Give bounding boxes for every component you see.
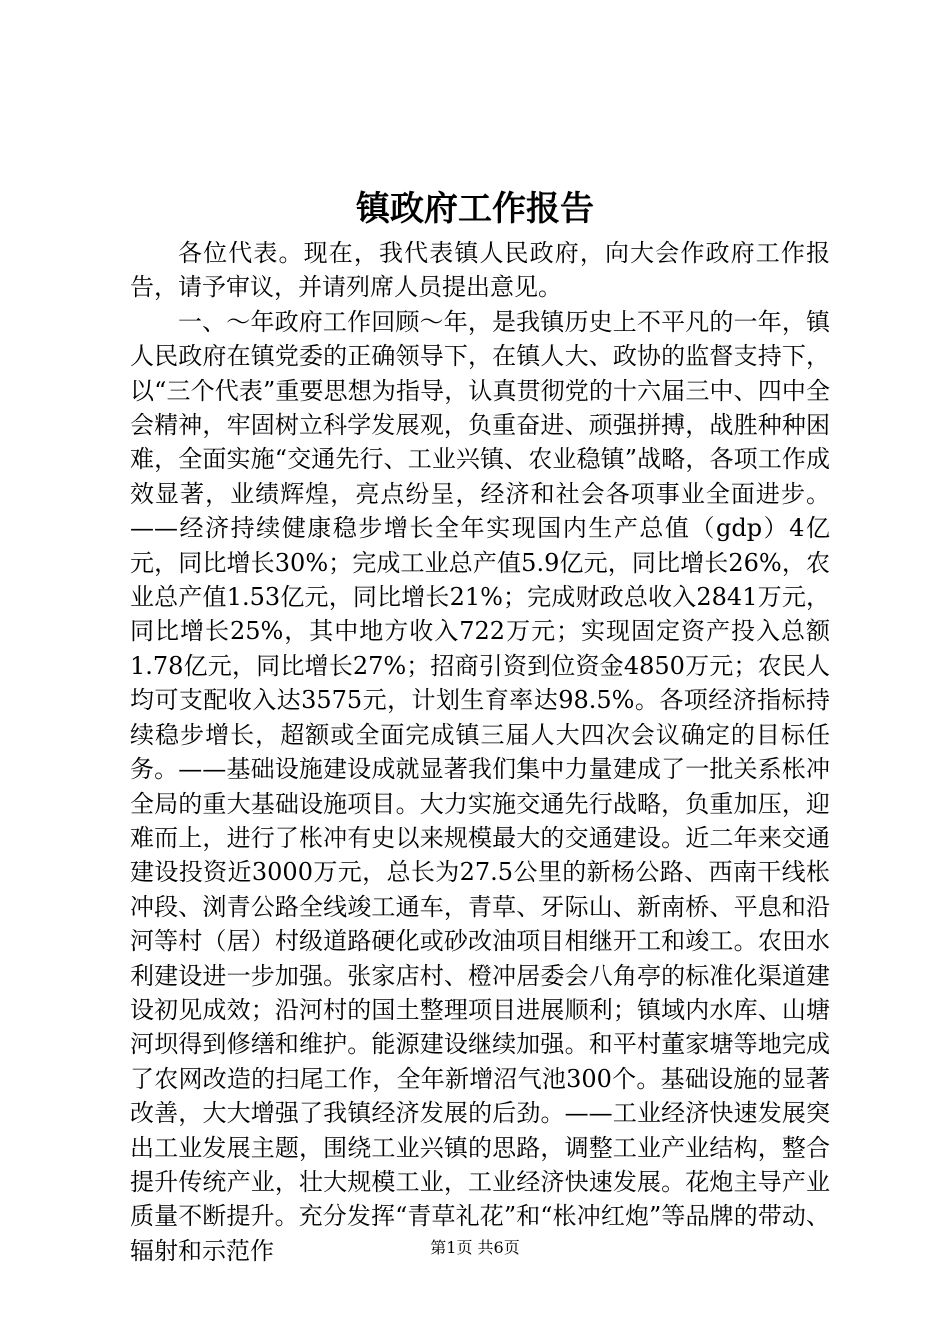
- paragraph-greeting: 各位代表。现在，我代表镇人民政府，向大会作政府工作报告，请予审议，并请列席人员提出意见。: [130, 239, 830, 302]
- paragraph-review: 一、～年政府工作回顾～年，是我镇历史上不平凡的一年，镇人民政府在镇党委的正确领导下，在镇人大、政协的监督支持下，以“三个代表”重要思想为指导，认真贯彻党的十六届三中、四中全会精神，牢固树立科学发展观，负重奋进、顽强拼搏，战胜种种困难，全面实施“交通先行、工业兴镇、农业稳镇”战略，各项工作成效显著，业绩辉煌，亮点纷呈，经济和社会各项事业全面进步。——经济持续健康稳步增长全年实现国内生产总值（gdp）4亿元，同比增长30%；完成工业总产值5.9亿元，同比增长26%，农业总产值1.53亿元，同比增长21%；完成财政总收入2841万元，同比增长25%，其中地方收入722万元；实现固定资产投入总额1.78亿元，同比增长27%；招商引资到位资金4850万元；农民人均可支配收入达3575元，计划生育率达98.5%。各项经济指标持续稳步增长，超额或全面完成镇三届人大四次会议确定的目标任务。——基础设施建设成就显著我们集中力量建成了一批关系枨冲全局的重大基础设施项目。大力实施交通先行战略，负重加压，迎难而上，进行了枨冲有史以来规模最大的交通建设。近二年来交通建设投资近3000万元，总长为27.5公里的新杨公路、西南干线枨冲段、浏青公路全线竣工通车，青草、牙际山、新南桥、平息和沿河等村（居）村级道路硬化或砂改油项目相继开工和竣工。农田水利建设进一步加强。张家店村、橙冲居委会八角亭的标准化渠道建设初见成效；沿河村的国土整理项目进展顺利；镇域内水库、山塘河坝得到修缮和维护。能源建设继续加强。和平村董家塘等地完成了农网改造的扫尾工作，全年新增沼气池300个。基础设施的显著改善，大大增强了我镇经济发展的后劲。——工业经济快速发展突出工业发展主题，围绕工业兴镇的思路，调整工业产业结构，整合提升传统产业，壮大规模工业，工业经济快速发展。花炮主导产业质量不断提升。充分发挥“青草礼花”和“枨冲红炮”等品牌的带动、辐射和示范作: [130, 307, 830, 1265]
- document-title: 镇政府工作报告: [356, 189, 594, 229]
- document-body: [130, 236, 830, 1268]
- page-number: 第1页 共6页: [430, 1238, 520, 1257]
